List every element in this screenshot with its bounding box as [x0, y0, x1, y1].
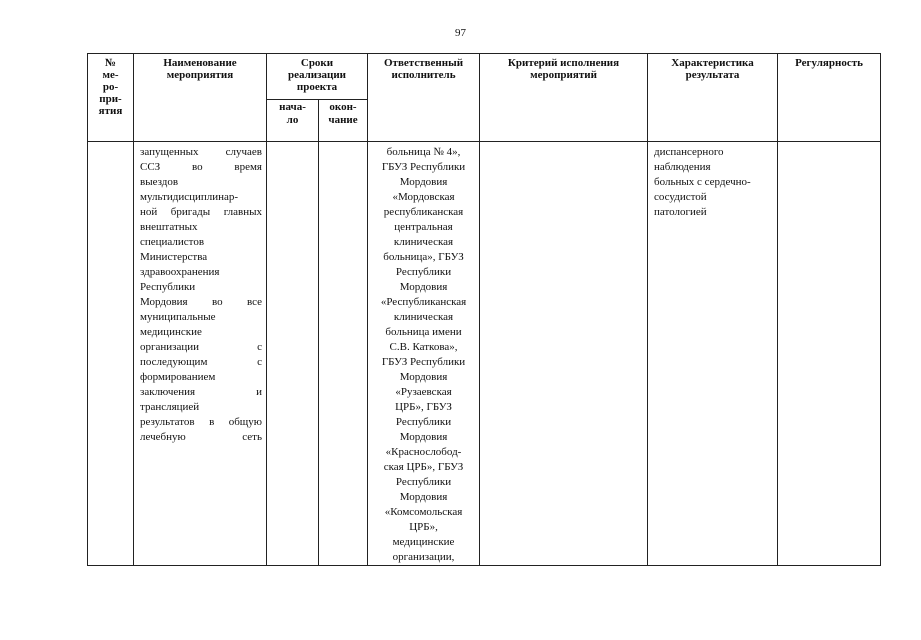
executor-line: «Комсомольская [384, 506, 463, 518]
header-result-line: Характеристика [671, 57, 754, 69]
name-line: трансляцией [140, 401, 200, 413]
header-start-line: ло [286, 114, 299, 126]
executor-line: Республики [395, 266, 452, 278]
executor-line: медицинские [392, 536, 455, 548]
executor-line: ГБУЗ Республики [381, 161, 466, 173]
header-terms-line: проекта [296, 81, 338, 93]
cell-result [648, 142, 778, 566]
header-num-lines [90, 57, 131, 117]
executor-line: Республики [395, 476, 452, 488]
header-end [319, 100, 368, 142]
result-line: патологией [654, 206, 707, 218]
executor-line: клиническая [393, 236, 454, 248]
header-num-line: № [104, 57, 117, 69]
name-line: здравоохранения [140, 266, 220, 278]
executor-line: Мордовия [399, 281, 448, 293]
header-criterion-line: Критерий исполнения [507, 57, 620, 69]
executor-line: ская ЦРБ», ГБУЗ [383, 461, 464, 473]
executor-line: ГБУЗ Республики [381, 356, 466, 368]
header-end-line: окон- [329, 101, 357, 113]
header-criterion-line: мероприятий [530, 69, 597, 81]
name-line: заключения и [140, 386, 262, 398]
name-line: ной бригады главных [140, 206, 262, 218]
header-num-line: ро- [102, 81, 119, 93]
name-line: муниципальные [140, 311, 216, 323]
table-row [88, 142, 881, 566]
executor-line: Мордовия [399, 176, 448, 188]
name-line: ССЗ во время [140, 161, 262, 173]
executor-line: республиканская [383, 206, 464, 218]
header-regularity [778, 54, 881, 142]
header-result [648, 54, 778, 142]
name-line: специалистов [140, 236, 205, 248]
executor-line: «Республиканская [380, 296, 467, 308]
executor-line: Мордовия [399, 491, 448, 503]
page-number: 97 [455, 27, 466, 39]
name-line: последующим с [140, 356, 262, 368]
header-name-line: мероприятия [166, 69, 234, 81]
cell-criterion [480, 142, 648, 566]
name-line: Министерства [140, 251, 208, 263]
executor-line: «Краснослобод- [385, 446, 462, 458]
executor-line: Мордовия [399, 431, 448, 443]
name-line: формированием [140, 371, 216, 383]
name-line: запущенных случаев [140, 146, 262, 158]
header-result-line: результата [685, 69, 740, 81]
header-num-line: ятия [98, 105, 123, 117]
header-regularity-label: Регулярность [795, 57, 863, 69]
name-line: организации с [140, 341, 262, 353]
name-line: Мордовия во все [140, 296, 262, 308]
header-name [134, 54, 267, 142]
measures-table [87, 53, 881, 566]
executor-line: Мордовия [399, 371, 448, 383]
header-terms [267, 54, 368, 100]
header-num [88, 54, 134, 142]
cell-executor [368, 142, 480, 566]
executor-line: Республики [395, 416, 452, 428]
name-line: мультидисциплинар- [140, 191, 239, 203]
executor-line: ЦРБ», ГБУЗ [395, 401, 452, 413]
executor-line: С.В. Каткова», [389, 341, 458, 353]
result-line: больных с сердечно- [654, 176, 751, 188]
executor-line: больница имени [385, 326, 462, 338]
header-start [267, 100, 319, 142]
executor-line: «Рузаевская [395, 386, 452, 398]
header-row-1 [88, 54, 881, 100]
header-terms-line: реализации [287, 69, 347, 81]
cell-start [267, 142, 319, 566]
executor-line: клиническая [393, 311, 454, 323]
name-line: выездов [140, 176, 179, 188]
executor-line: больница № 4», [386, 146, 461, 158]
cell-regularity [778, 142, 881, 566]
header-executor-line: Ответственный [384, 57, 464, 69]
result-line: диспансерного [654, 146, 724, 158]
name-line: Республики [140, 281, 196, 293]
name-line: результатов в общую [140, 416, 262, 428]
name-line: внештатных [140, 221, 198, 233]
name-line: медицинские [140, 326, 202, 338]
header-executor-line: исполнитель [391, 69, 456, 81]
header-num-line: при- [99, 93, 122, 105]
header-num-line: ме- [102, 69, 119, 81]
cell-name [134, 142, 267, 566]
name-line: лечебную сеть [140, 431, 262, 443]
header-name-line: Наименование [163, 57, 237, 69]
header-end-line: чание [328, 114, 358, 126]
result-line: наблюдения [654, 161, 711, 173]
header-executor [368, 54, 480, 142]
result-line: сосудистой [654, 191, 707, 203]
header-terms-line: Сроки [300, 57, 334, 69]
cell-num [88, 142, 134, 566]
executor-line: центральная [394, 221, 453, 233]
header-start-line: нача- [279, 101, 306, 113]
cell-end [319, 142, 368, 566]
executor-line: организации, [392, 551, 455, 563]
executor-line: ЦРБ», [409, 521, 438, 533]
header-criterion [480, 54, 648, 142]
executor-line: больница», ГБУЗ [383, 251, 464, 263]
executor-line: «Мордовская [392, 191, 455, 203]
